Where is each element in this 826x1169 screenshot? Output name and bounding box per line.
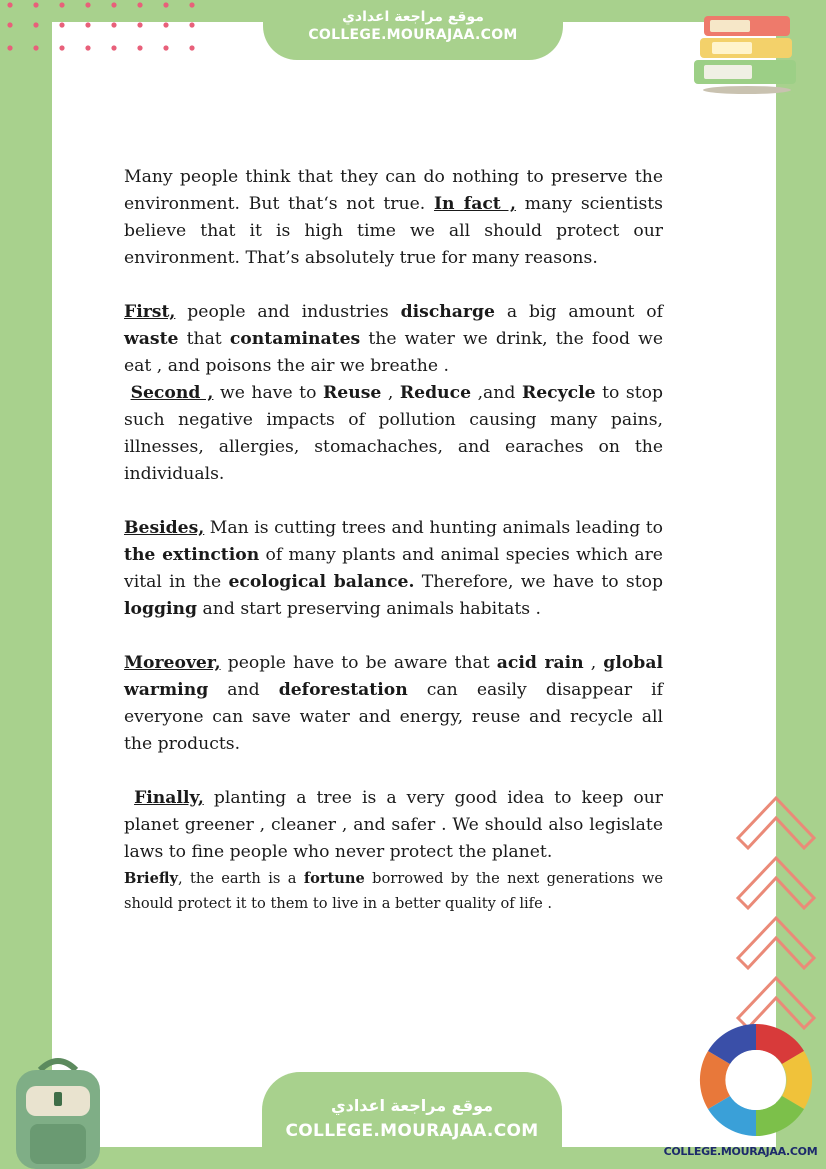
essay-text: borrowed by the next generations we should protect it to them to live in a better quality of life . bbox=[124, 870, 663, 912]
essay-paragraph-first bbox=[124, 299, 663, 380]
essay-keyword: waste bbox=[124, 329, 179, 349]
books-icon bbox=[690, 10, 805, 95]
essay-text: planting a tree is a very good idea to keep our planet greener , cleaner , and safer . We should also legislate laws to fine people who never protect the planet. bbox=[124, 788, 663, 862]
essay-text: Therefore, we have to stop bbox=[414, 572, 663, 592]
essay-text: , bbox=[381, 383, 400, 403]
essay-keyword: Moreover, bbox=[124, 653, 221, 673]
essay-text: Many people think that they can do nothing to preserve the environment. But that‘s not true. bbox=[124, 167, 663, 214]
subjects-wheel-logo bbox=[692, 1020, 820, 1140]
essay-keyword: Briefly bbox=[124, 870, 178, 887]
essay-text: , the earth is a bbox=[177, 870, 304, 887]
decorative-dots bbox=[0, 0, 210, 60]
essay-keyword: Reduce bbox=[399, 383, 472, 403]
essay-keyword: contaminates bbox=[229, 329, 361, 349]
essay-text: we have to bbox=[213, 383, 323, 403]
essay-text: to stop such negative impacts of pollution causing many pains, illnesses, allergies, stomachaches, and earaches on the individuals. bbox=[124, 383, 663, 484]
essay-keyword: discharge bbox=[400, 302, 495, 322]
essay-text: can easily disappear if everyone can save water and energy, reuse and recycle all the products. bbox=[124, 680, 663, 754]
essay-paragraph-second bbox=[124, 380, 663, 488]
chevron-up-icon bbox=[728, 790, 824, 1040]
essay-keyword: Second , bbox=[130, 383, 214, 403]
essay-text: the water we drink, the food we eat , and poisons the air we breathe . bbox=[124, 329, 663, 376]
essay-paragraph-finally bbox=[124, 785, 663, 866]
essay-text: that bbox=[178, 329, 230, 349]
essay-text: people and industries bbox=[175, 302, 401, 322]
footer-site-arabic: موقع مراجعة اعدادي bbox=[330, 1096, 494, 1115]
essay-text: and start preserving animals habitats . bbox=[197, 599, 541, 619]
essay-text: of many plants and animal species which are vital in the bbox=[124, 545, 663, 592]
essay-keyword: logging bbox=[124, 599, 198, 619]
essay-text: ,and bbox=[471, 383, 522, 403]
essay-keyword: acid rain bbox=[496, 653, 584, 673]
essay-paragraph-briefly bbox=[124, 866, 663, 916]
essay-keyword: global warming bbox=[124, 653, 663, 700]
essay-paragraph-intro bbox=[124, 164, 663, 272]
essay-keyword: fortune bbox=[303, 870, 365, 887]
logo-caption: COLLEGE.MOURAJAA.COM bbox=[663, 1145, 818, 1158]
header-site-url[interactable]: COLLEGE.MOURAJAA.COM bbox=[308, 27, 518, 43]
essay-keyword: Recycle bbox=[521, 383, 596, 403]
essay-text: a big amount of bbox=[494, 302, 663, 322]
essay-keyword: the extinction bbox=[124, 545, 260, 565]
essay-paragraph-moreover bbox=[124, 650, 663, 758]
footer-banner bbox=[262, 1072, 562, 1169]
essay-keyword: deforestation bbox=[278, 680, 408, 700]
essay-text: people have to be aware that bbox=[220, 653, 497, 673]
essay-keyword: Finally, bbox=[134, 788, 204, 808]
essay-keyword: ecological balance. bbox=[228, 572, 415, 592]
essay-keyword: Besides, bbox=[124, 518, 205, 538]
essay-text: and bbox=[208, 680, 279, 700]
header-banner bbox=[263, 0, 563, 60]
header-site-arabic: موقع مراجعة اعدادي bbox=[342, 9, 484, 25]
essay bbox=[124, 164, 663, 916]
essay-keyword: Reuse bbox=[322, 383, 382, 403]
backpack-icon bbox=[0, 1052, 115, 1169]
essay-text: many scientists believe that it is high time we all should protect our environment. That’s absolutely true for many reasons. bbox=[124, 194, 663, 268]
footer-site-url[interactable]: COLLEGE.MOURAJAA.COM bbox=[285, 1121, 539, 1141]
essay-keyword: In fact , bbox=[433, 194, 517, 214]
essay-text: Man is cutting trees and hunting animals leading to bbox=[204, 518, 663, 538]
essay-keyword: First, bbox=[124, 302, 176, 322]
essay-paragraph-besides bbox=[124, 515, 663, 623]
essay-text: , bbox=[583, 653, 604, 673]
